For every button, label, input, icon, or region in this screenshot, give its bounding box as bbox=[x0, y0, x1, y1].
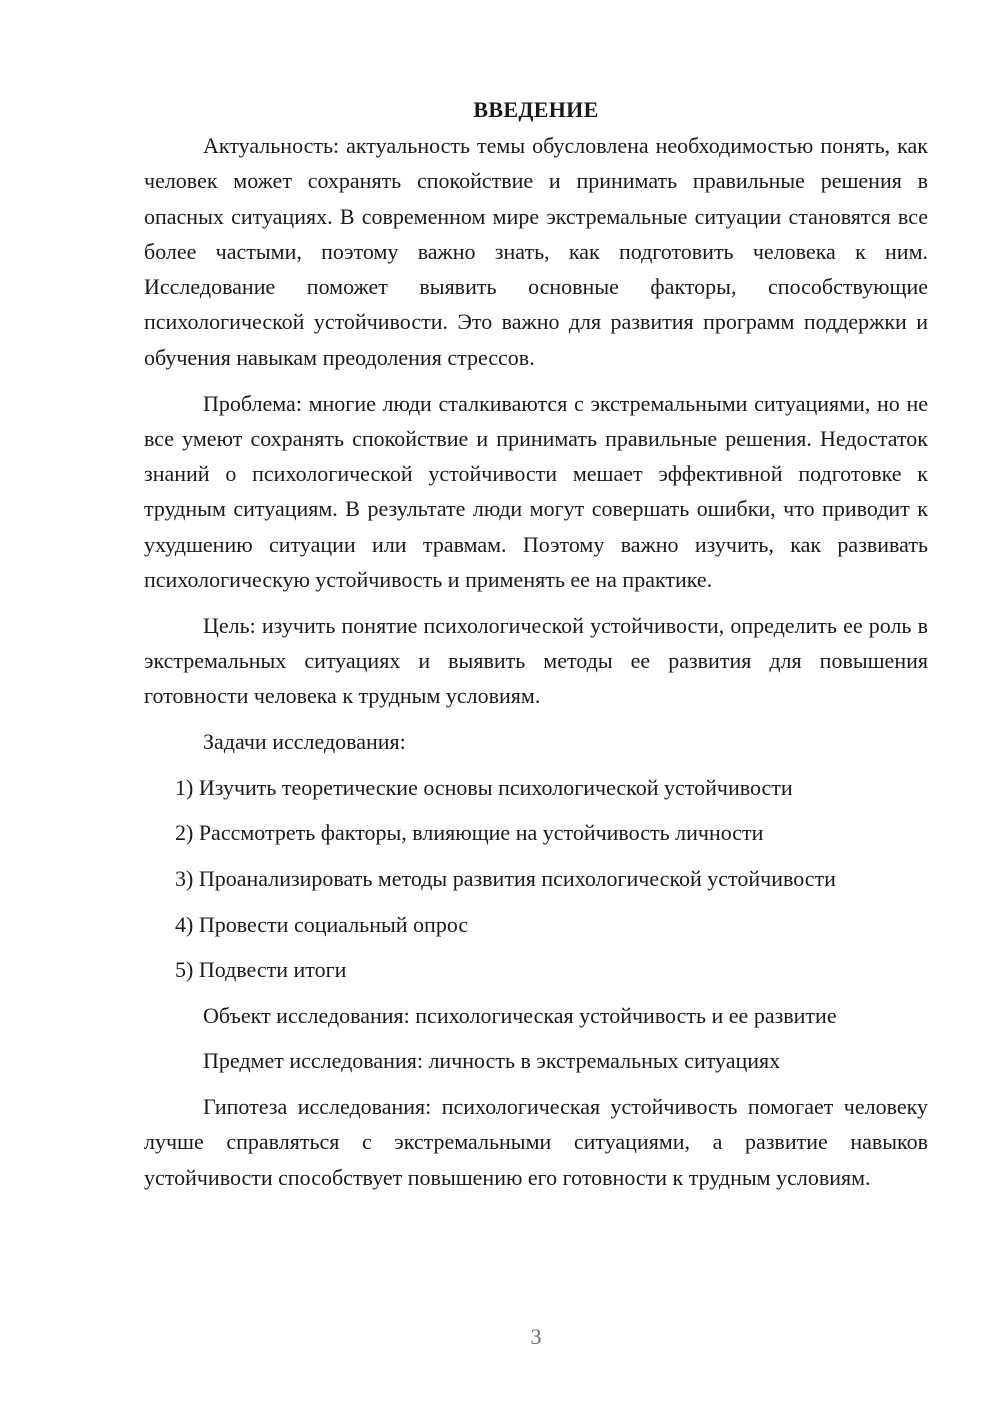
task-item: 3) Проанализировать методы развития психологической устойчивости bbox=[175, 866, 836, 892]
paragraph-problem: Проблема: многие люди сталкиваются с экстремальными ситуациями, но не все умеют сохранять спокойствие и принимать правильные решения. Недостаток знаний о психологической устойчивости мешает эффективной подготовке к трудным ситуациям. В результате люди могут совершать ошибки, что приводит к ухудшению ситуации или травмам. Поэтому важно изучить, как развивать психологическую устойчивость и применять ее на практике. bbox=[144, 390, 928, 593]
paragraph-subject: Предмет исследования: личность в экстремальных ситуациях bbox=[203, 1048, 781, 1074]
paragraph-relevance: Актуальность: актуальность темы обусловлена необходимостью понять, как человек может сохранять спокойствие и принимать правильные решения в опасных ситуациях. В современном мире экстремальные ситуации становятся все более частыми, поэтому важно знать, как подготовить человека к ним. Исследование поможет выявить основные факторы, способствующие психологической устойчивости. Это важно для развития программ поддержки и обучения навыкам преодоления стрессов. bbox=[144, 133, 928, 370]
page-number: 3 bbox=[530, 1324, 542, 1349]
task-item: 2) Рассмотреть факторы, влияющие на устойчивость личности bbox=[175, 820, 764, 846]
tasks-heading: Задачи исследования: bbox=[203, 729, 406, 755]
task-item: 5) Подвести итоги bbox=[175, 957, 347, 983]
paragraph-object: Объект исследования: психологическая устойчивость и ее развитие bbox=[203, 1002, 837, 1028]
task-item: 4) Провести социальный опрос bbox=[175, 911, 469, 937]
document-page bbox=[144, 92, 928, 1195]
paragraph-hypothesis: Гипотеза исследования: психологическая устойчивость помогает человеку лучше справляться с экстремальными ситуациями, а развитие навыков устойчивости способствует повышению его готовности к трудным условиям. bbox=[144, 1094, 928, 1190]
page-title: ВВЕДЕНИЕ bbox=[473, 97, 599, 122]
paragraph-goal: Цель: изучить понятие психологической устойчивости, определить ее роль в экстремальных ситуациях и выявить методы ее развития для повышения готовности человека к трудным условиям. bbox=[144, 612, 928, 709]
task-item: 1) Изучить теоретические основы психологической устойчивости bbox=[175, 774, 793, 800]
